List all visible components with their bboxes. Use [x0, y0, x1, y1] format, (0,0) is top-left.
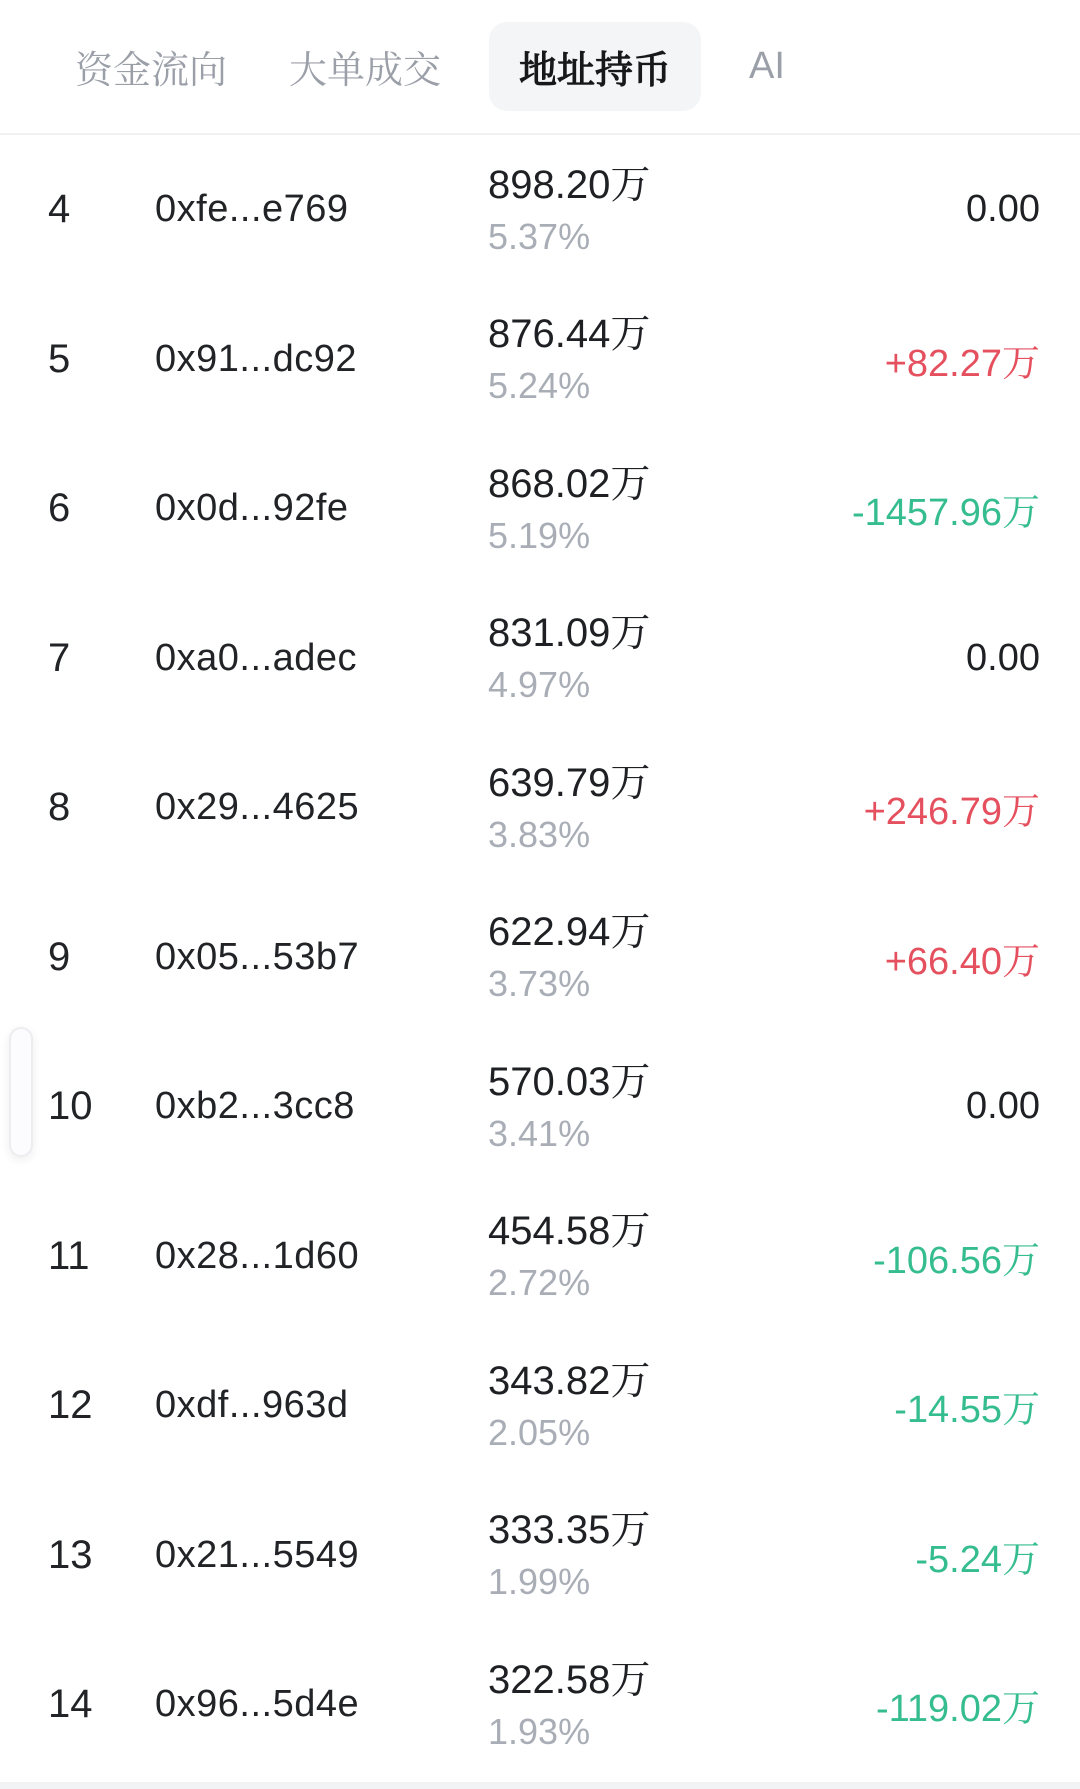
tab-bar	[0, 0, 1080, 135]
holding-percent: 3.73%	[488, 963, 591, 1005]
holder-row[interactable]	[0, 434, 1080, 584]
holder-holding	[488, 911, 885, 1003]
holder-address[interactable]: 0x29...4625	[155, 786, 360, 829]
holding-percent: 3.83%	[488, 813, 591, 855]
holding-amount: 876.44万	[488, 312, 651, 357]
holder-holding	[488, 164, 966, 256]
holder-address[interactable]: 0x96...5d4e	[155, 1683, 360, 1726]
holder-rank: 10	[48, 1084, 93, 1129]
holder-rank: 7	[48, 635, 71, 680]
holder-row[interactable]	[0, 1182, 1080, 1332]
holder-holding	[488, 612, 966, 704]
holding-percent: 5.19%	[488, 514, 591, 556]
holding-amount: 343.82万	[488, 1358, 651, 1403]
holding-percent: 1.93%	[488, 1710, 591, 1752]
holder-row[interactable]	[0, 1331, 1080, 1481]
tab-address-holdings[interactable]: 地址持币	[489, 22, 701, 111]
holder-row[interactable]	[0, 285, 1080, 435]
holder-address[interactable]: 0xa0...adec	[155, 636, 357, 679]
holders-list	[0, 135, 1080, 1780]
holding-percent: 2.72%	[488, 1262, 591, 1304]
holder-holding	[488, 1360, 894, 1452]
holding-change: -119.02万	[875, 1688, 1040, 1731]
tab-large-orders[interactable]: 大单成交	[289, 50, 442, 92]
holder-address[interactable]: 0x0d...92fe	[155, 487, 349, 530]
holding-percent: 5.37%	[488, 215, 591, 257]
holder-rank: 9	[48, 934, 71, 979]
holder-holding	[488, 463, 852, 555]
scroll-indicator[interactable]	[9, 1027, 33, 1157]
holder-address[interactable]: 0xb2...3cc8	[155, 1085, 355, 1128]
holder-address[interactable]: 0xfe...e769	[155, 188, 349, 231]
holder-row[interactable]	[0, 883, 1080, 1033]
holder-address[interactable]: 0x91...dc92	[155, 337, 357, 380]
holding-change: +246.79万	[863, 791, 1040, 834]
holder-address[interactable]: 0x05...53b7	[155, 935, 360, 978]
holding-amount: 831.09万	[488, 611, 651, 656]
holding-amount: 322.58万	[488, 1657, 651, 1702]
holding-change: 0.00	[966, 188, 1040, 231]
holding-change: 0.00	[966, 1085, 1040, 1128]
next-section-edge	[0, 1782, 1080, 1789]
holder-rank: 6	[48, 486, 71, 531]
holding-percent: 3.41%	[488, 1112, 591, 1154]
holder-rank: 5	[48, 336, 71, 381]
holder-rank: 4	[48, 187, 71, 232]
holder-row[interactable]	[0, 135, 1080, 285]
holding-amount: 898.20万	[488, 162, 651, 207]
holding-percent: 2.05%	[488, 1411, 591, 1453]
holding-change: -106.56万	[873, 1239, 1040, 1282]
holder-address[interactable]: 0x21...5549	[155, 1533, 360, 1576]
holder-rank: 12	[48, 1383, 93, 1428]
holder-row[interactable]	[0, 1032, 1080, 1182]
holder-row[interactable]	[0, 1481, 1080, 1631]
holding-amount: 454.58万	[488, 1209, 651, 1254]
holder-holding	[488, 762, 864, 854]
holder-row[interactable]	[0, 1630, 1080, 1780]
holding-amount: 868.02万	[488, 461, 651, 506]
holder-holding	[488, 1659, 876, 1751]
holder-rank: 13	[48, 1532, 93, 1577]
holder-address[interactable]: 0xdf...963d	[155, 1384, 349, 1427]
holding-percent: 5.24%	[488, 365, 591, 407]
holder-row[interactable]	[0, 733, 1080, 883]
holding-change: 0.00	[966, 636, 1040, 679]
holding-amount: 570.03万	[488, 1059, 651, 1104]
holder-holding	[488, 1509, 915, 1601]
holder-row[interactable]	[0, 584, 1080, 734]
holder-rank: 11	[48, 1233, 90, 1278]
holder-holding	[488, 1061, 966, 1153]
holding-amount: 622.94万	[488, 910, 651, 955]
holding-amount: 333.35万	[488, 1508, 651, 1553]
holder-address[interactable]: 0x28...1d60	[155, 1234, 360, 1277]
tab-fund-flow[interactable]: 资金流向	[75, 50, 228, 92]
holder-rank: 14	[48, 1682, 93, 1727]
holding-percent: 4.97%	[488, 664, 591, 706]
holder-holding	[488, 313, 885, 405]
holding-change: -5.24万	[915, 1538, 1040, 1581]
tab-ai[interactable]: AI	[749, 45, 785, 87]
holding-change: -14.55万	[894, 1389, 1040, 1432]
holding-change: -1457.96万	[851, 492, 1040, 535]
holding-amount: 639.79万	[488, 760, 651, 805]
holding-change: +66.40万	[884, 940, 1040, 983]
holder-rank: 8	[48, 785, 71, 830]
holding-percent: 1.99%	[488, 1561, 591, 1603]
holder-holding	[488, 1210, 873, 1302]
holding-change: +82.27万	[884, 342, 1040, 385]
